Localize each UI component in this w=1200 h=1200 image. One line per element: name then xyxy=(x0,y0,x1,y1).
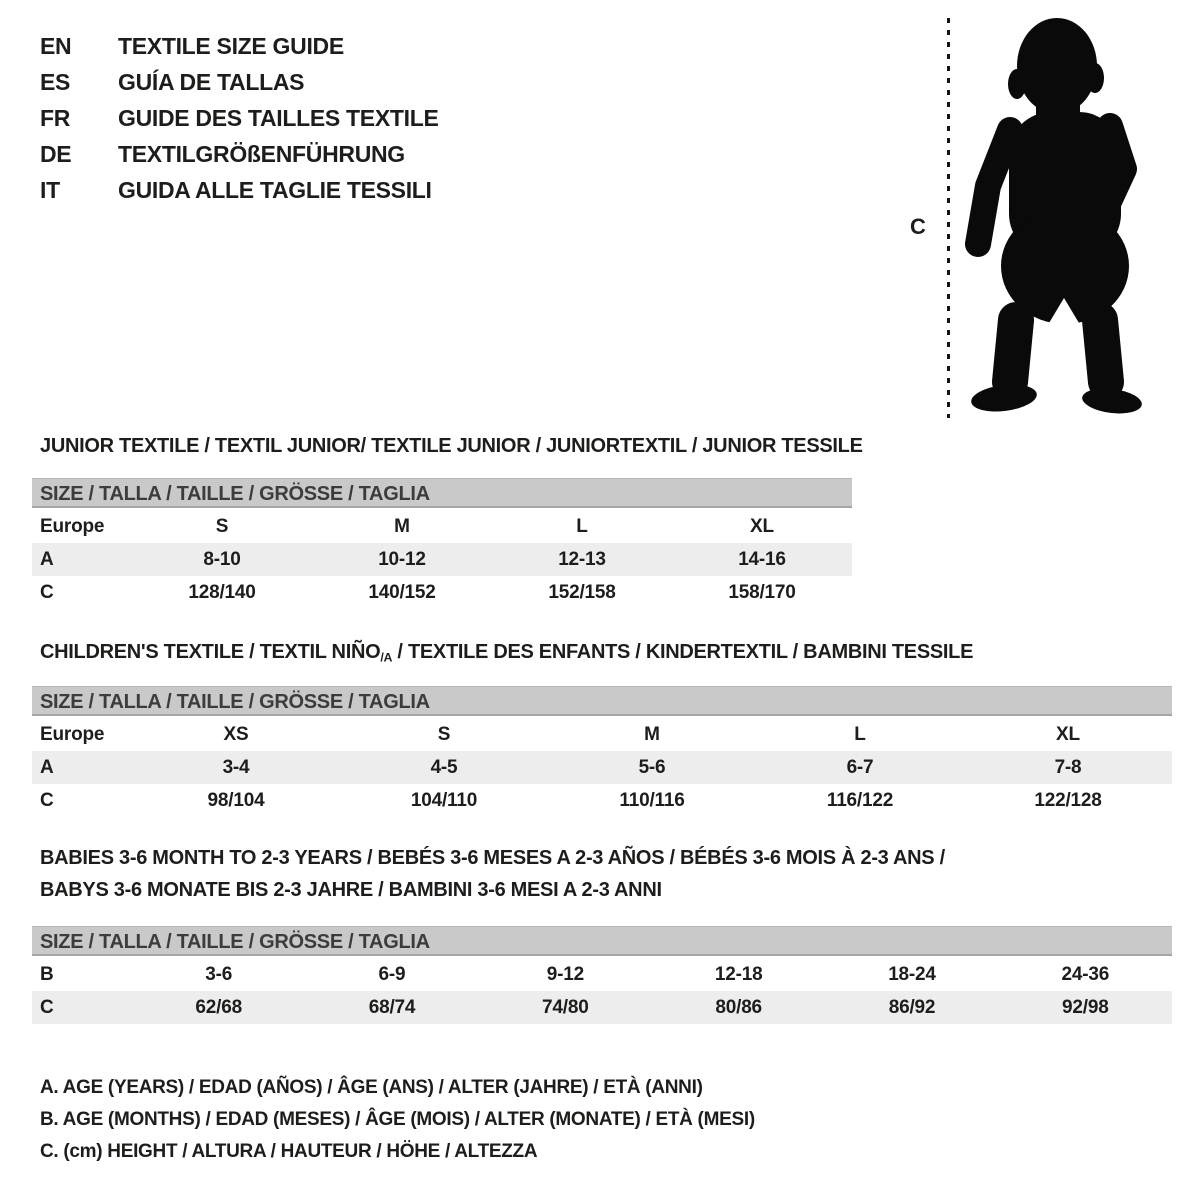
value-cell: 80/86 xyxy=(715,996,762,1018)
junior-age-row xyxy=(32,543,852,576)
children-size-table xyxy=(32,686,1172,817)
lang-title: TEXTILE SIZE GUIDE xyxy=(118,32,344,59)
lang-title: GUIDE DES TAILLES TEXTILE xyxy=(118,104,439,131)
row-label: C xyxy=(40,581,54,603)
lang-row-fr xyxy=(40,100,439,136)
value-cell: 140/152 xyxy=(368,581,436,603)
value-cell: 104/110 xyxy=(410,789,478,811)
babies-months-row xyxy=(32,958,1172,991)
lang-row-en xyxy=(40,28,439,64)
lang-code: DE xyxy=(40,140,72,167)
junior-height-row xyxy=(32,576,852,609)
children-title-part1: CHILDREN'S TEXTILE / TEXTIL NIÑO xyxy=(40,641,381,663)
value-cell: 7-8 xyxy=(1054,756,1082,778)
lang-title: GUÍA DE TALLAS xyxy=(118,68,305,95)
children-title-sub: /A xyxy=(380,650,393,665)
value-cell: 24-36 xyxy=(1061,963,1110,985)
row-label: A xyxy=(40,548,54,570)
value-cell: 116/122 xyxy=(826,789,894,811)
size-cell: L xyxy=(576,515,588,537)
note-height-cm: C. (cm) HEIGHT / ALTURA / HAUTEUR / HÖHE / ALTEZZA xyxy=(40,1141,538,1162)
size-header-bar: SIZE / TALLA / TAILLE / GRÖSSE / TAGLIA xyxy=(32,926,1172,956)
babies-title-line1: BABIES 3-6 MONTH TO 2-3 YEARS / BEBÉS 3-6 MESES A 2-3 AÑOS / BÉBÉS 3-6 MOIS À 2-3 ANS / xyxy=(40,847,945,869)
junior-section-title: JUNIOR TEXTILE / TEXTIL JUNIOR/ TEXTILE JUNIOR / JUNIORTEXTIL / JUNIOR TESSILE xyxy=(40,435,863,457)
size-cell: XS xyxy=(223,723,249,745)
children-title-part2: / TEXTILE DES ENFANTS / KINDERTEXTIL / BAMBINI TESSILE xyxy=(392,641,974,663)
height-measure-label: C xyxy=(910,214,926,239)
size-cell: S xyxy=(437,723,451,745)
value-cell: 110/116 xyxy=(619,789,685,811)
value-cell: 6-7 xyxy=(846,756,874,778)
size-cell: S xyxy=(215,515,229,537)
row-label: B xyxy=(40,963,54,985)
babies-size-table xyxy=(32,926,1172,1024)
baby-silhouette-icon xyxy=(958,14,1148,422)
value-cell: 86/92 xyxy=(888,996,936,1018)
value-cell: 92/98 xyxy=(1062,996,1109,1018)
legend-notes xyxy=(40,1072,755,1168)
junior-size-table xyxy=(32,478,852,609)
value-cell: 68/74 xyxy=(368,996,416,1018)
value-cell: 158/170 xyxy=(728,581,796,603)
lang-row-es xyxy=(40,64,439,100)
note-age-years: A. AGE (YEARS) / EDAD (AÑOS) / ÂGE (ANS) / ALTER (JAHRE) / ETÀ (ANNI) xyxy=(40,1077,703,1098)
row-label: Europe xyxy=(40,723,105,745)
value-cell: 14-16 xyxy=(738,548,786,570)
row-label: Europe xyxy=(40,515,105,537)
junior-europe-row xyxy=(32,510,852,543)
value-cell: 8-10 xyxy=(203,548,241,570)
value-cell: 3-6 xyxy=(205,963,233,985)
value-cell: 128/140 xyxy=(188,581,256,603)
value-cell: 12-13 xyxy=(558,548,606,570)
babies-height-row xyxy=(32,991,1172,1024)
lang-title: TEXTILGRÖßENFÜHRUNG xyxy=(118,140,405,167)
size-header-bar: SIZE / TALLA / TAILLE / GRÖSSE / TAGLIA xyxy=(32,478,852,508)
note-age-months: B. AGE (MONTHS) / EDAD (MESES) / ÂGE (MOIS) / ALTER (MONATE) / ETÀ (MESI) xyxy=(40,1109,755,1130)
lang-row-de xyxy=(40,136,439,172)
value-cell: 3-4 xyxy=(222,756,250,778)
size-cell: XL xyxy=(1056,723,1080,745)
size-cell: XL xyxy=(750,515,774,537)
children-height-row xyxy=(32,784,1172,817)
value-cell: 122/128 xyxy=(1034,789,1102,811)
value-cell: 152/158 xyxy=(548,581,616,603)
value-cell: 62/68 xyxy=(195,996,242,1018)
lang-code: IT xyxy=(40,176,60,203)
babies-section-title xyxy=(40,842,945,906)
value-cell: 74/80 xyxy=(542,996,589,1018)
value-cell: 6-9 xyxy=(378,963,406,985)
size-cell: M xyxy=(644,723,660,745)
size-header-bar: SIZE / TALLA / TAILLE / GRÖSSE / TAGLIA xyxy=(32,686,1172,716)
value-cell: 18-24 xyxy=(888,963,936,985)
lang-title: GUIDA ALLE TAGLIE TESSILI xyxy=(118,176,432,203)
value-cell: 10-12 xyxy=(378,548,426,570)
children-age-row xyxy=(32,751,1172,784)
value-cell: 9-12 xyxy=(546,963,584,985)
value-cell: 12-18 xyxy=(714,963,763,985)
babies-title-line2: BABYS 3-6 MONATE BIS 2-3 JAHRE / BAMBINI 3-6 MESI A 2-3 ANNI xyxy=(40,879,662,901)
language-header xyxy=(40,28,439,208)
size-cell: L xyxy=(854,723,866,745)
value-cell: 5-6 xyxy=(638,756,666,778)
row-label: C xyxy=(40,996,54,1018)
row-label: C xyxy=(40,789,54,811)
lang-code: EN xyxy=(40,32,72,59)
size-cell: M xyxy=(394,515,410,537)
value-cell: 98/104 xyxy=(207,789,265,811)
lang-code: FR xyxy=(40,104,71,131)
row-label: A xyxy=(40,756,54,778)
lang-code: ES xyxy=(40,68,71,95)
children-section-title xyxy=(40,641,973,664)
height-dashed-line xyxy=(947,18,950,418)
lang-row-it xyxy=(40,172,439,208)
value-cell: 4-5 xyxy=(430,756,458,778)
children-europe-row xyxy=(32,718,1172,751)
